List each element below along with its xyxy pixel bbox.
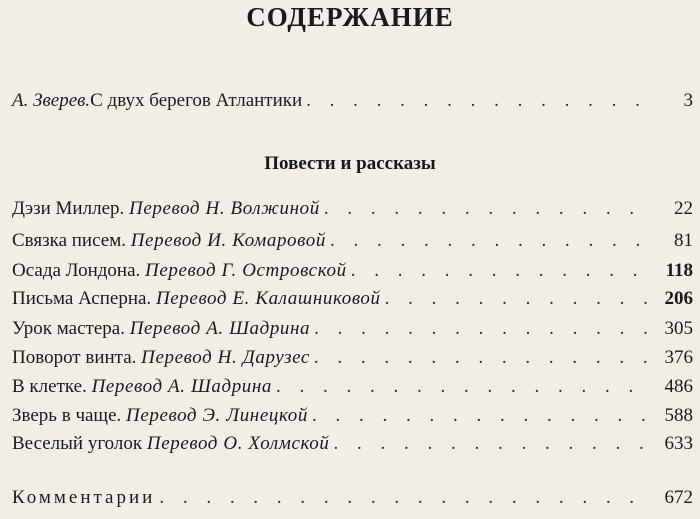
entry-page: 81 (674, 230, 693, 251)
entry-translator: Перевод Е. Калашниковой (155, 288, 381, 309)
entry-page: 206 (664, 288, 693, 309)
toc-entry (12, 433, 693, 459)
leader-dots (330, 230, 649, 252)
intro-author: А. Зверев. (12, 90, 91, 111)
entry-page: 633 (664, 433, 693, 454)
leader-dots (333, 433, 649, 455)
toc-entry (12, 260, 693, 286)
entry-page: 376 (664, 347, 693, 368)
entry-page: 305 (664, 318, 693, 339)
entry-translator: Перевод Э. Линецкой (126, 405, 308, 426)
entry-translator: Перевод Г. Островской (145, 260, 347, 281)
intro-entry (12, 90, 693, 116)
toc-entry (12, 347, 693, 373)
toc-entry (12, 198, 693, 224)
section-title: Повести и рассказы (264, 153, 436, 174)
leader-dots (314, 347, 649, 369)
entry-translator: Перевод И. Комаровой (130, 230, 326, 251)
entry-translator: Перевод А. Шадрина (129, 318, 311, 339)
entry-title: Связка писем. (12, 230, 126, 251)
leader-dots (324, 198, 649, 220)
leader-dots (276, 376, 649, 398)
intro-title: С двух берегов Атлантики (90, 90, 303, 111)
entry-title: В клетке. (12, 376, 87, 397)
toc-entry (12, 318, 693, 344)
toc-entry (12, 288, 693, 314)
intro-page: 3 (683, 90, 693, 111)
entry-title: Осада Лондона. (12, 260, 141, 281)
leader-dots (159, 487, 649, 509)
comments-entry (12, 487, 693, 513)
toc-entry (12, 405, 693, 431)
entry-page: 588 (664, 405, 693, 426)
leader-dots (351, 260, 649, 282)
entry-page: 118 (665, 260, 693, 281)
entry-title: Дэзи Миллер. (12, 198, 125, 219)
entry-page: 22 (674, 198, 693, 219)
entry-translator: Перевод О. Холмской (146, 433, 330, 454)
entry-translator: Перевод А. Шадрина (91, 376, 273, 397)
comments-title: Комментарии (12, 487, 156, 508)
entry-translator: Перевод Н. Волжиной (129, 198, 320, 219)
leader-dots (312, 405, 649, 427)
leader-dots (306, 90, 649, 112)
entry-title: Веселый уголок (12, 433, 143, 454)
entry-translator: Перевод Н. Дарузес (141, 347, 310, 368)
leader-dots (385, 288, 649, 310)
entry-title: Поворот винта. (12, 347, 137, 368)
entry-title: Зверь в чаще. (12, 405, 122, 426)
entry-page: 486 (664, 376, 693, 397)
leader-dots (314, 318, 649, 340)
toc-entry (12, 376, 693, 402)
toc-entry (12, 230, 693, 256)
entry-title: Урок мастера. (12, 318, 125, 339)
comments-page: 672 (664, 487, 693, 508)
page-title: СОДЕРЖАНИЕ (246, 2, 454, 32)
entry-title: Письма Асперна. (12, 288, 152, 309)
